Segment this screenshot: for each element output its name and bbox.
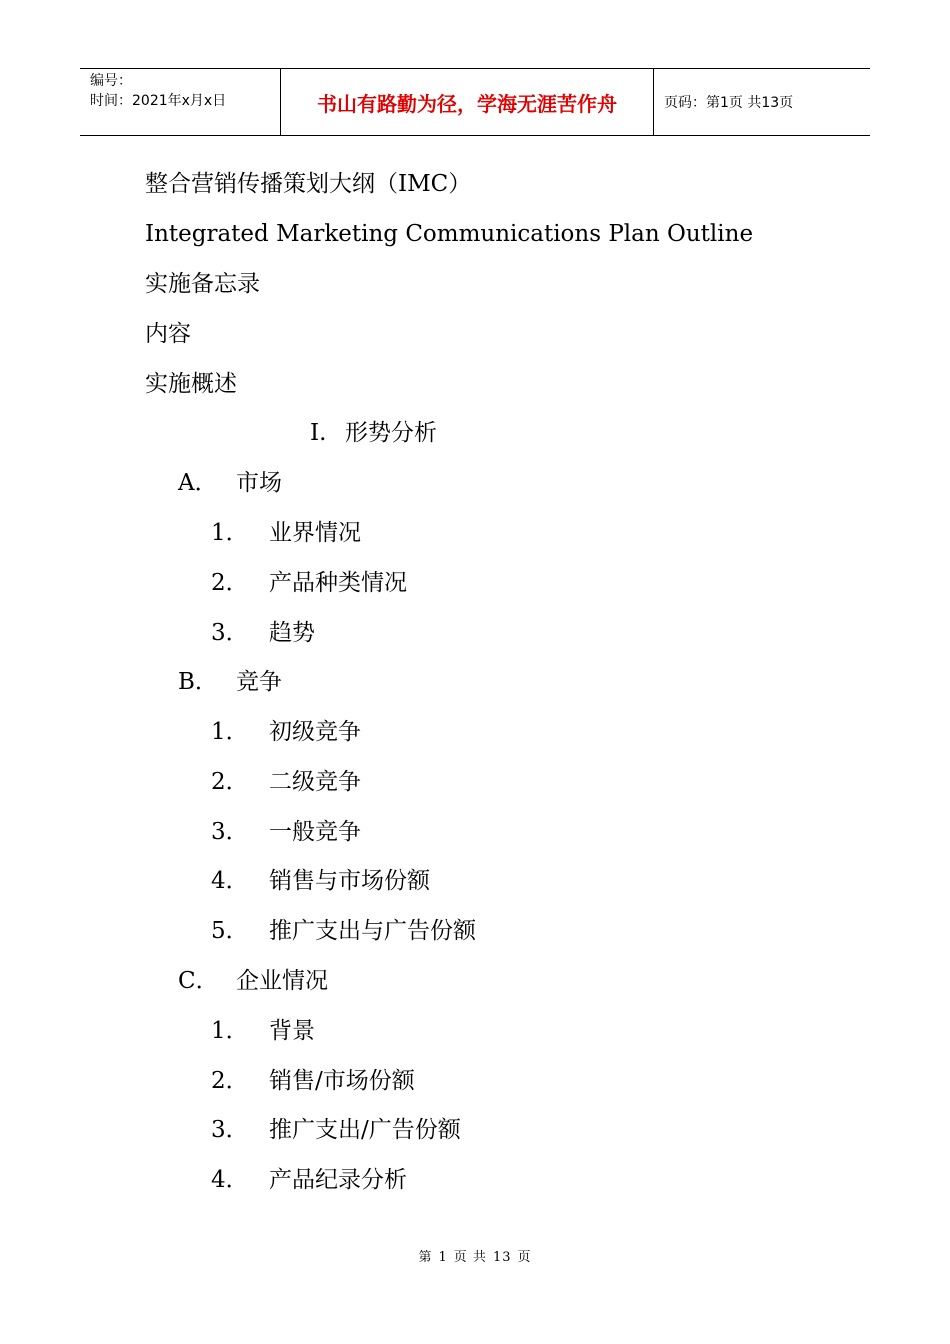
list-item [211, 568, 407, 598]
list-item-text: 产品种类情况 [269, 570, 407, 596]
list-item-text: 推广支出/广告份额 [269, 1117, 461, 1143]
list-item [211, 1066, 415, 1096]
section-number: I. [310, 420, 327, 446]
list-item-number: 2． [211, 769, 249, 795]
list-item-text: 推广支出与广告份额 [269, 918, 476, 944]
line-overview: 实施概述 [145, 371, 237, 397]
doc-title-en: Integrated Marketing Communications Plan Outline [145, 221, 754, 247]
list-item [211, 767, 361, 797]
footer-page-number: 1 [438, 1250, 448, 1265]
list-item-number: 4． [211, 1167, 249, 1193]
page-footer [0, 1246, 950, 1265]
doc-title-cn: 整合营销传播策划大纲（IMC） [145, 171, 472, 197]
list-item-number: 1． [211, 1018, 249, 1044]
list-item-number: 2． [211, 570, 249, 596]
list-item [211, 618, 315, 648]
list-item [211, 817, 361, 847]
subsection-c-label: C． [178, 968, 219, 994]
page-header [80, 68, 870, 136]
footer-suffix: 页 [517, 1250, 532, 1265]
list-item-text: 初级竞争 [269, 719, 361, 745]
list-item-text: 背景 [269, 1018, 315, 1044]
line-memo: 实施备忘录 [145, 271, 260, 297]
list-item [211, 1115, 461, 1145]
list-item-text: 一般竞争 [269, 819, 361, 845]
list-item-number: 3． [211, 819, 249, 845]
list-item-text: 趋势 [269, 620, 315, 646]
list-item [211, 1016, 315, 1046]
doc-time-label: 时间：2021年x月x日 [90, 93, 227, 109]
list-item-number: 5． [211, 918, 249, 944]
list-item-text: 产品纪录分析 [269, 1167, 407, 1193]
list-item [211, 1165, 407, 1195]
subsection-c [178, 966, 328, 996]
footer-total-pages: 13 [492, 1250, 512, 1265]
list-item [211, 518, 361, 548]
list-item-text: 二级竞争 [269, 769, 361, 795]
subsection-b [178, 667, 282, 697]
subsection-a [178, 468, 282, 498]
list-item-number: 1． [211, 719, 249, 745]
subsection-b-title: 竞争 [236, 669, 282, 695]
list-item [211, 717, 361, 747]
list-item-number: 1． [211, 520, 249, 546]
section-title: 形势分析 [345, 420, 437, 446]
subsection-c-title: 企业情况 [236, 968, 328, 994]
subsection-b-label: B． [178, 669, 218, 695]
line-contents: 内容 [145, 321, 191, 347]
subsection-a-title: 市场 [236, 470, 282, 496]
list-item-number: 3． [211, 620, 249, 646]
list-item-number: 2． [211, 1068, 249, 1094]
list-item-number: 4． [211, 868, 249, 894]
list-item-number: 3． [211, 1117, 249, 1143]
header-motto: 书山有路勤为径，学海无涯苦作舟 [281, 69, 654, 135]
footer-prefix: 第 [418, 1250, 433, 1265]
doc-number-label: 编号： [90, 73, 132, 89]
subsection-a-label: A． [178, 470, 218, 496]
section-heading [310, 418, 437, 448]
footer-mid: 页 共 [453, 1250, 487, 1265]
list-item-text: 销售与市场份额 [269, 868, 430, 894]
header-page-info: 页码：第1页 共13页 [664, 95, 794, 111]
list-item-text: 业界情况 [269, 520, 361, 546]
header-meta [80, 69, 281, 135]
list-item-text: 销售/市场份额 [269, 1068, 415, 1094]
list-item [211, 866, 430, 896]
list-item [211, 916, 476, 946]
